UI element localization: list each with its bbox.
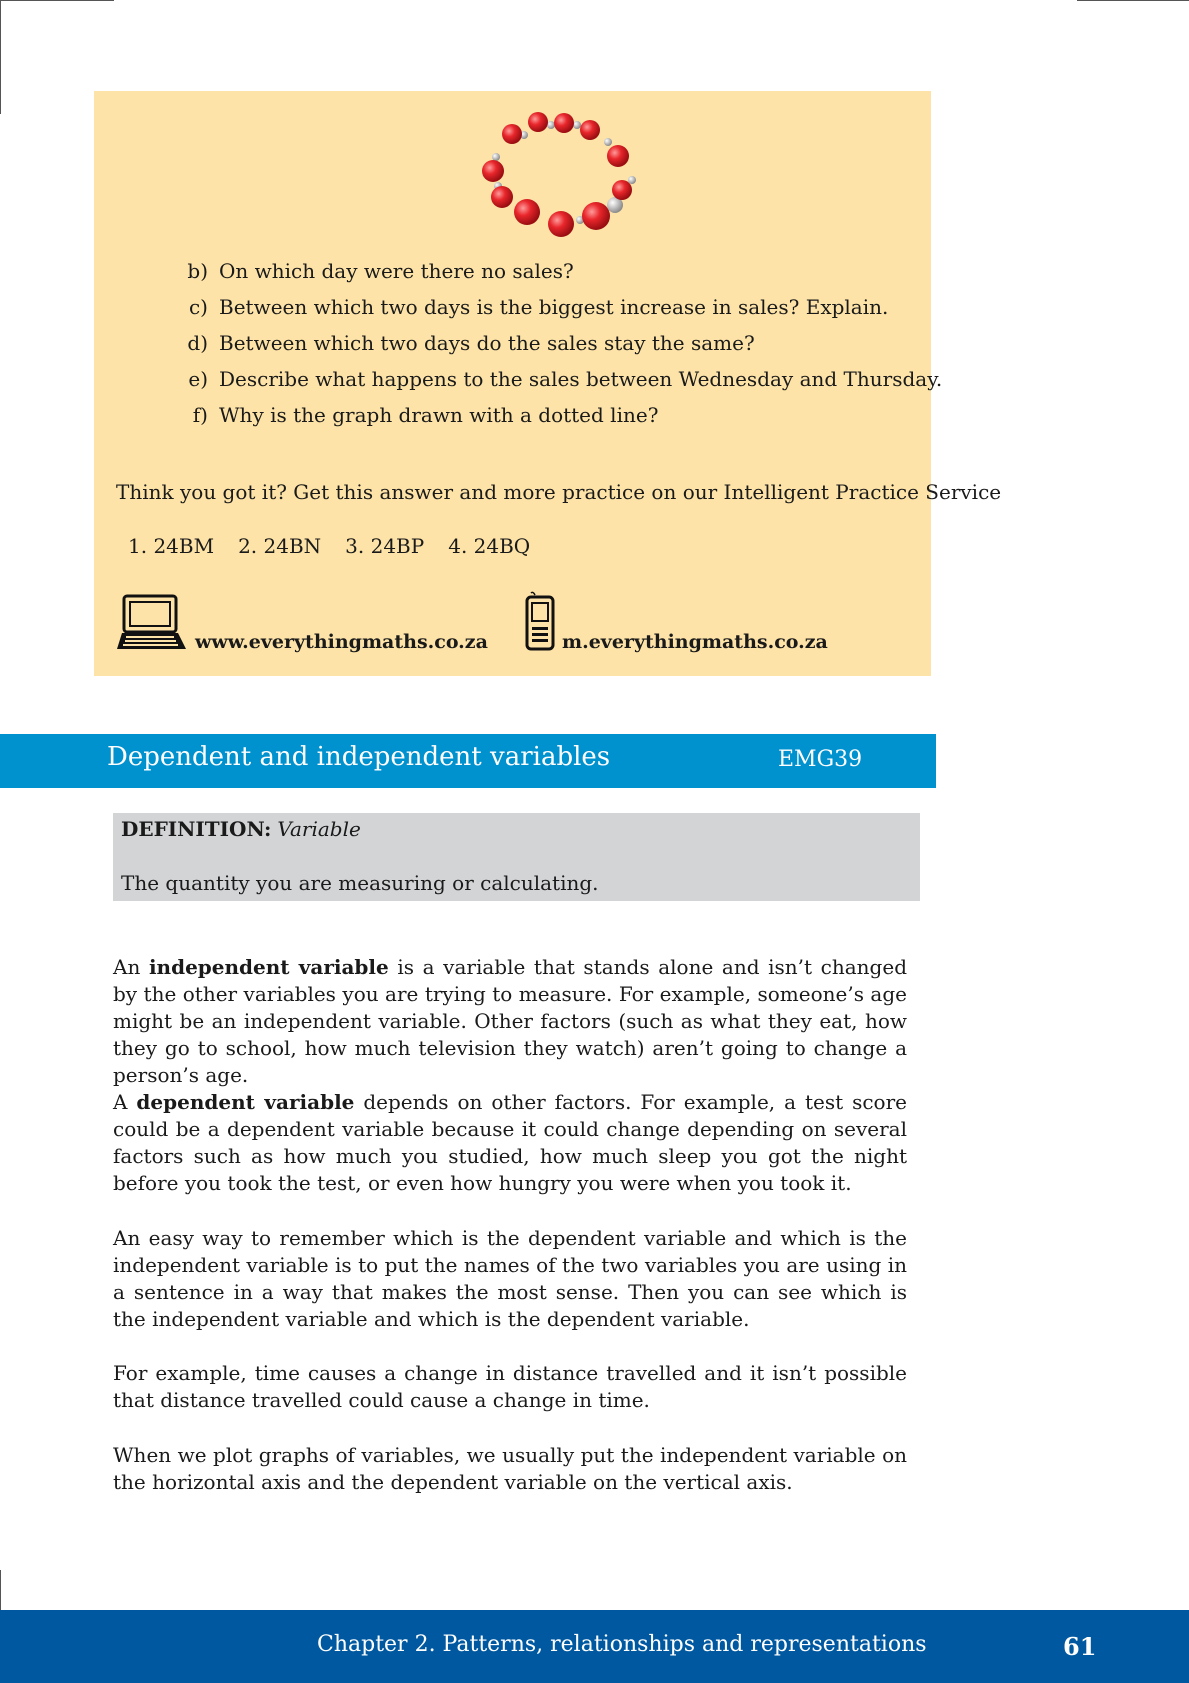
question-item [180, 292, 920, 328]
crop-mark [0, 0, 114, 1]
question-letter: c) [188, 295, 208, 319]
term-dependent-variable: dependent variable [136, 1090, 355, 1114]
question-list [180, 256, 943, 436]
question-text: Between which two days do the sales stay the same? [219, 331, 755, 355]
paragraph-remember: An easy way to remember which is the dependent variable and which is the independent variable is to put the names of the two variables you are using in a sentence in a way that makes the most sense. Then you can see which is the independent variable and which is the dependent variable. [113, 1226, 907, 1331]
page-footer [0, 1610, 1189, 1683]
practice-code[interactable]: 1. 24BM [128, 534, 215, 558]
practice-code[interactable]: 4. 24BQ [448, 534, 531, 558]
question-item [180, 256, 920, 292]
practice-codes [128, 534, 530, 558]
section-title: Dependent and independent variables [107, 742, 611, 772]
mobile-phone-icon [525, 591, 555, 651]
practice-code[interactable]: 2. 24BN [238, 534, 322, 558]
section-code[interactable]: EMG39 [778, 747, 863, 772]
practice-code[interactable]: 3. 24BP [345, 534, 425, 558]
laptop-icon [116, 593, 190, 651]
question-text: Describe what happens to the sales between Wednesday and Thursday. [219, 367, 943, 391]
practice-prompt: Think you got it? Get this answer and more practice on our Intelligent Practice Service [116, 480, 1002, 504]
question-item [180, 364, 943, 400]
question-item [180, 328, 920, 364]
question-letter: f) [192, 403, 208, 427]
question-letter: b) [187, 259, 208, 283]
paragraph-example: For example, time causes a change in distance travelled and it isn’t possible that distance travelled could cause a change in time. [113, 1361, 907, 1412]
term-independent-variable: independent variable [148, 955, 389, 979]
question-text: Why is the graph drawn with a dotted line? [219, 403, 659, 427]
chapter-title: Chapter 2. Patterns, relationships and representations [317, 1632, 927, 1657]
website-link[interactable]: www.everythingmaths.co.za [195, 631, 488, 653]
section-header [0, 734, 936, 788]
definition-term: Variable [277, 817, 361, 841]
crop-mark [0, 1570, 1, 1610]
question-text: On which day were there no sales? [219, 259, 574, 283]
question-letter: e) [188, 367, 208, 391]
definition-text: The quantity you are measuring or calculating. [121, 871, 599, 895]
definition-label: DEFINITION: [121, 817, 272, 841]
definition-heading [121, 817, 361, 841]
crop-mark [1077, 0, 1189, 1]
crop-mark [0, 0, 1, 114]
paragraph-graphs: When we plot graphs of variables, we usually put the independent variable on the horizontal axis and the dependent variable on the vertical axis. [113, 1443, 907, 1494]
definition-box [113, 813, 920, 901]
page-number: 61 [1063, 1632, 1097, 1661]
question-item [180, 400, 920, 436]
mobile-website-link[interactable]: m.everythingmaths.co.za [562, 631, 828, 653]
paragraph-independent: An independent variable is a variable that stands alone and isn’t changed by the other variables you are trying to measure. For example, someone’s age might be an independent variable. Other factors (such as what they eat, how they go to school, how much television they watch) aren’t going to change a person’s age. [113, 955, 908, 1087]
question-letter: d) [187, 331, 208, 355]
question-text: Between which two days is the biggest increase in sales? Explain. [219, 295, 889, 319]
paragraph-dependent: A dependent variable depends on other factors. For example, a test score could be a dependent variable because it could change depending on several factors such as how much you studied, how much sleep you got the night before you took the test, or even how hungry you were when you took it. [113, 1090, 907, 1195]
bead-necklace-image [480, 108, 650, 243]
